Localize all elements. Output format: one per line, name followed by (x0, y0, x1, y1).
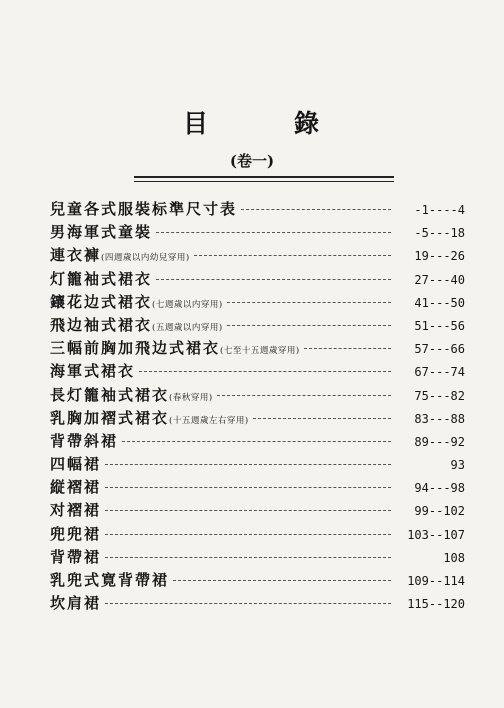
toc-entry-title: 灯籠袖式裙衣 (50, 269, 153, 288)
toc-entry-title: 乳兜式寛背帶裙 (50, 571, 170, 589)
toc-entry-title: 对褶裙 (50, 501, 102, 520)
dot-leader (105, 534, 391, 535)
toc-entry-title: 連衣褲 (50, 246, 102, 265)
toc-entry-title: 縦褶裙 (50, 478, 102, 497)
toc-entry (50, 198, 465, 221)
double-rule-top (134, 176, 394, 178)
toc-entry-pages: 41---50 (414, 295, 465, 310)
dot-leader (105, 603, 391, 604)
dot-leader (122, 441, 391, 442)
dot-leader (227, 325, 391, 326)
toc-entry-title: 鑲花边式裙衣 (50, 292, 153, 311)
double-rule-bottom (134, 181, 394, 182)
dot-leader (217, 395, 391, 396)
toc-entry (50, 592, 465, 615)
toc-entry-title: 四幅裙 (50, 455, 102, 474)
toc-entry-pages: 94---98 (414, 481, 465, 496)
toc-entry-title: 背帶裙 (50, 547, 102, 566)
toc-entry-pages: 108 (443, 550, 465, 565)
toc-entry (50, 546, 465, 569)
toc-entry-pages: -1----4 (414, 203, 465, 217)
toc-entry-title: 海軍式裙衣 (50, 362, 136, 381)
dot-leader (156, 279, 391, 280)
toc-entry (50, 244, 465, 267)
dot-leader (105, 464, 391, 465)
toc-entry-pages: 99--102 (414, 504, 465, 519)
toc-entry-note: (春秋穿用) (169, 392, 213, 403)
toc-entry (50, 453, 465, 476)
toc-entry-title: 背帶斜裙 (50, 431, 119, 450)
toc-entry (50, 499, 465, 522)
toc-entry-pages: 103--107 (407, 527, 465, 542)
toc-entry-pages: 83---88 (414, 411, 465, 426)
toc-entry (50, 430, 465, 453)
title-char-1: 目 (182, 109, 210, 138)
toc-entry-title: 飛边袖式裙衣 (50, 315, 153, 334)
toc-entry-title: 兒童各式服裝标準尺寸表 (50, 200, 238, 218)
toc-entry-note: (七週歲以内穿用) (152, 299, 223, 310)
dot-leader (194, 255, 391, 256)
toc-entry (50, 360, 465, 383)
toc-entry (50, 523, 465, 546)
dot-leader (105, 510, 391, 511)
toc-entry-title: 兜兜裙 (50, 524, 102, 543)
toc-entry-pages: 75---82 (414, 388, 465, 403)
toc-entry-title: 男海軍式童裝 (50, 223, 153, 242)
toc-entry-note: (五週歲以内穿用) (152, 322, 223, 333)
dot-leader (105, 487, 391, 488)
toc-entry (50, 337, 465, 360)
toc-entry-title: 乳胸加褶式裙衣 (50, 408, 170, 427)
dot-leader (227, 302, 391, 303)
toc-entry-note: (七至十五週歲穿用) (220, 346, 300, 357)
toc-entry-pages: 109--114 (407, 574, 465, 588)
toc-entry-pages: 115--120 (407, 597, 465, 612)
toc-entry-note: (四週歲以内幼兒穿用) (101, 253, 190, 264)
volume-label: (卷一) (229, 152, 275, 170)
toc-entry-pages: 89---92 (414, 434, 465, 449)
toc-entry (50, 476, 465, 499)
toc-entry-pages: 67---74 (414, 365, 465, 380)
toc-entry (50, 291, 465, 314)
dot-leader (156, 232, 391, 233)
toc-entry-pages: 27---40 (414, 272, 465, 287)
dot-leader (253, 418, 391, 419)
page-title (0, 104, 504, 140)
toc-entry-pages: 51---56 (414, 318, 465, 333)
toc-entry-title: 三幅前胸加飛边式裙衣 (50, 339, 221, 358)
toc-entry-pages: -5---18 (414, 226, 465, 241)
toc-entry (50, 569, 465, 592)
dot-leader (173, 580, 391, 581)
table-of-contents (50, 198, 465, 615)
toc-entry-pages: 93 (450, 458, 465, 473)
dot-leader (241, 209, 391, 210)
toc-entry (50, 221, 465, 244)
dot-leader (304, 348, 391, 349)
dot-leader (139, 371, 391, 372)
toc-entry-title: 坎肩裙 (50, 594, 102, 613)
toc-entry (50, 407, 465, 430)
toc-entry-pages: 57---66 (414, 342, 465, 357)
toc-entry-pages: 19---26 (414, 249, 465, 264)
toc-entry-title: 長灯籠袖式裙衣 (50, 385, 170, 404)
toc-entry-note: (十五週歲左右穿用) (169, 415, 249, 426)
toc-entry (50, 384, 465, 407)
dot-leader (105, 557, 391, 558)
toc-entry (50, 314, 465, 337)
title-char-2: 錄 (294, 109, 322, 138)
toc-entry (50, 268, 465, 291)
